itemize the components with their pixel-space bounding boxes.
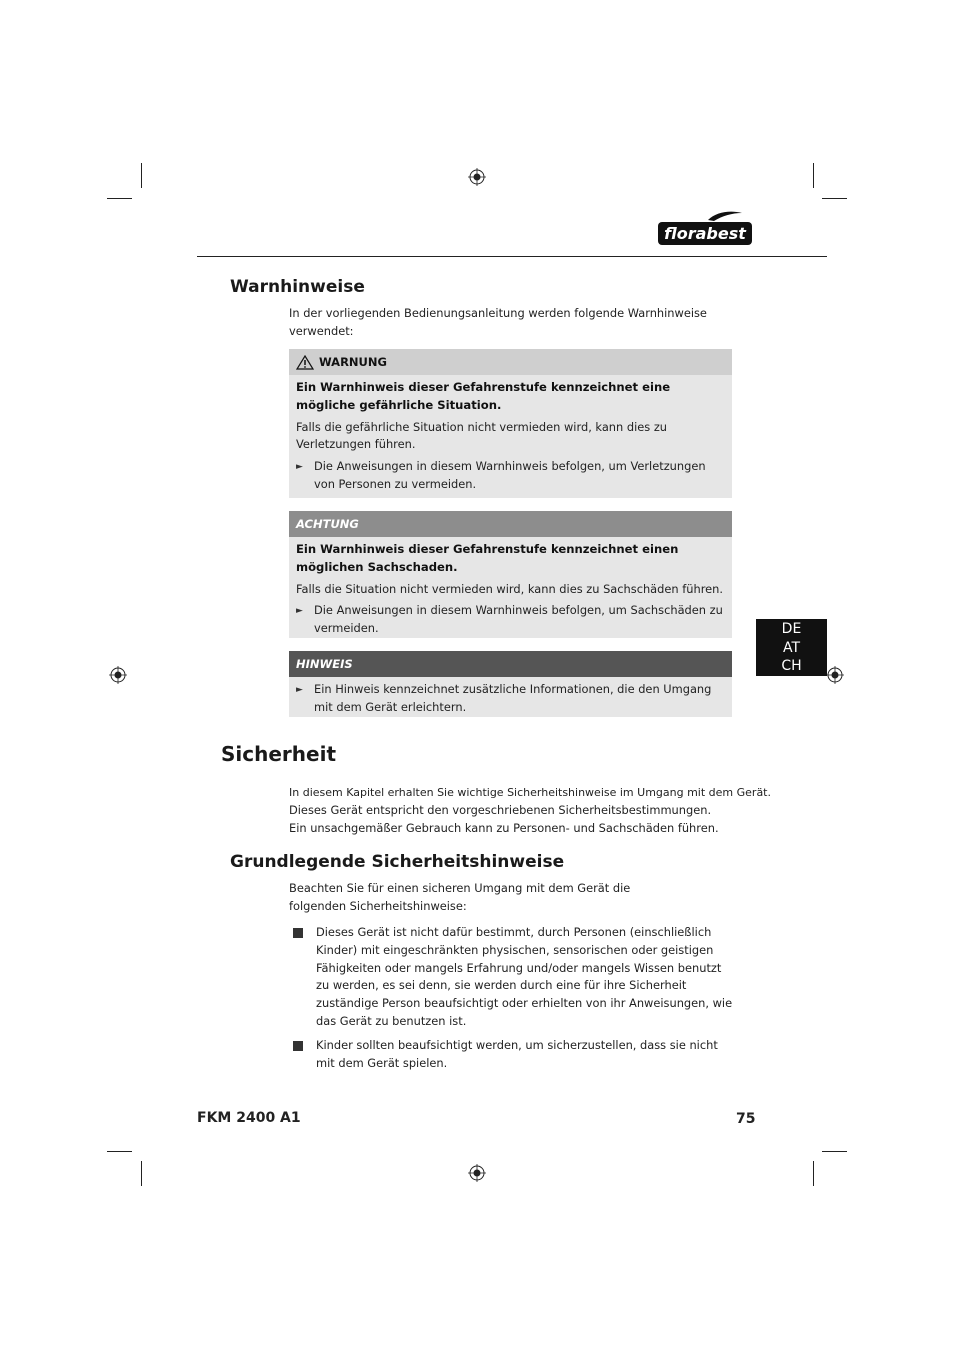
list-item xyxy=(289,924,734,1031)
achtung-label: ACHTUNG xyxy=(296,517,359,531)
crop-mark xyxy=(822,1151,847,1152)
hinweis-instruction-text: Ein Hinweis kennzeichnet zusätzliche Informationen, die den Umgang mit dem Gerät erleichtern. xyxy=(314,682,712,714)
arrow-right-icon: ► xyxy=(296,685,303,695)
sicherheit-line-2: Dieses Gerät entspricht den vorgeschriebenen Sicherheitsbestimmungen. xyxy=(289,803,712,817)
hinweis-header xyxy=(289,651,732,677)
crop-mark xyxy=(141,1161,142,1186)
crop-mark xyxy=(813,1161,814,1186)
safety-bullet-list xyxy=(289,924,734,1078)
square-bullet-icon xyxy=(293,928,303,938)
language-code: CH xyxy=(781,658,802,674)
warnung-strong-text: Ein Warnhinweis dieser Gefahrenstufe kennzeichnet eine mögliche gefährliche Situation. xyxy=(296,380,671,412)
hinweis-box xyxy=(289,651,732,717)
footer-model-number: FKM 2400 A1 xyxy=(197,1110,301,1126)
registration-mark-icon xyxy=(468,168,486,186)
list-item xyxy=(289,1037,734,1073)
section-title-warnhinweise: Warnhinweise xyxy=(230,277,365,297)
grundlegende-intro: Beachten Sie für einen sicheren Umgang mit dem Gerät die folgenden Sicherheitshinweise: xyxy=(289,881,631,913)
warning-triangle-icon xyxy=(296,355,314,370)
warnung-instruction-text: Die Anweisungen in diesem Warnhinweis befolgen, um Verletzungen von Personen zu vermeiden. xyxy=(314,459,706,491)
achtung-instruction xyxy=(296,602,725,638)
warnhinweise-intro: In der vorliegenden Bedienungsanleitung werden folgende Warnhinweise verwendet: xyxy=(289,306,707,338)
language-tab xyxy=(756,619,827,676)
sicherheit-line-1: In diesem Kapitel erhalten Sie wichtige Sicherheitshinweise im Umgang mit dem Gerät. xyxy=(289,786,771,799)
header-rule xyxy=(197,256,827,257)
bullet-text: Kinder sollten beaufsichtigt werden, um sicherzustellen, dass sie nicht mit dem Gerät spielen. xyxy=(316,1037,718,1070)
crop-mark xyxy=(107,198,132,199)
arrow-right-icon: ► xyxy=(296,462,303,473)
warnung-instruction xyxy=(296,458,725,494)
language-code: AT xyxy=(782,639,801,656)
florabest-logo xyxy=(656,210,754,248)
achtung-strong-text: Ein Warnhinweis dieser Gefahrenstufe kennzeichnet einen möglichen Sachschaden. xyxy=(296,542,679,574)
sicherheit-line-3: Ein unsachgemäßer Gebrauch kann zu Personen- und Sachschäden führen. xyxy=(289,821,719,835)
warnung-header xyxy=(289,349,732,375)
warnung-box xyxy=(289,349,732,498)
bullet-text: Dieses Gerät ist nicht dafür bestimmt, durch Personen (einschließlich Kinder) mit eingeschränkten physischen, sensorischen oder geistigen Fähigkeiten oder mangels Erfahrung und/oder mangels Wissen benutzt zu werden, es sei denn, sie werden durch eine für ihre Sicherheit zuständige Person beaufsichtigt oder erhielten von ihr Anweisungen, wie das Gerät zu benutzen ist. xyxy=(316,925,733,1028)
achtung-header xyxy=(289,511,732,537)
crop-mark xyxy=(813,163,814,188)
crop-mark xyxy=(822,198,847,199)
language-code: DE xyxy=(781,621,802,637)
hinweis-label: HINWEIS xyxy=(296,657,353,671)
registration-mark-icon xyxy=(109,666,127,684)
achtung-instruction-text: Die Anweisungen in diesem Warnhinweis befolgen, um Sachschäden zu vermeiden. xyxy=(314,603,723,636)
section-title-grundlegende: Grundlegende Sicherheitshinweise xyxy=(230,852,565,872)
hinweis-instruction xyxy=(296,681,725,717)
warnung-text: Falls die gefährliche Situation nicht vermieden wird, kann dies zu Verletzungen führen. xyxy=(296,419,668,452)
arrow-right-icon: ► xyxy=(296,606,303,617)
brand-text: florabest xyxy=(664,224,746,243)
warnung-label: WARNUNG xyxy=(319,355,387,369)
crop-mark xyxy=(141,163,142,188)
crop-mark xyxy=(107,1151,132,1152)
square-bullet-icon xyxy=(293,1041,303,1051)
registration-mark-icon xyxy=(468,1164,486,1182)
achtung-box xyxy=(289,511,732,638)
registration-mark-icon xyxy=(826,666,844,684)
achtung-text: Falls die Situation nicht vermieden wird, kann dies zu Sachschäden führen. xyxy=(296,581,723,596)
section-title-sicherheit: Sicherheit xyxy=(221,742,336,766)
footer-page-number: 75 xyxy=(736,1111,756,1127)
